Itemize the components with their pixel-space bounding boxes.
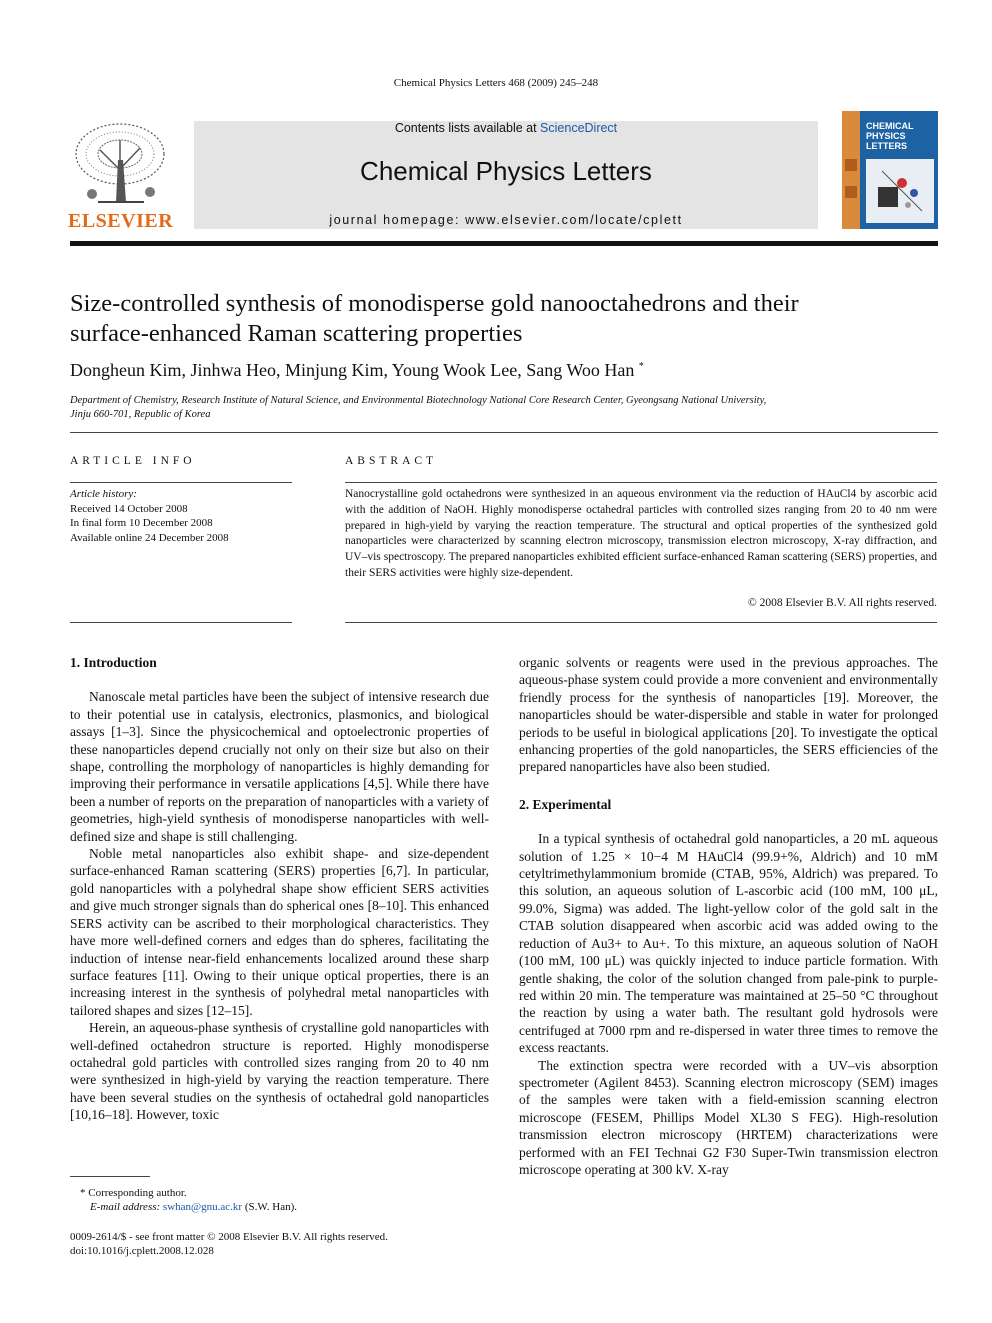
elsevier-wordmark: ELSEVIER	[68, 210, 174, 232]
article-info-heading: ARTICLE INFO	[70, 455, 196, 467]
article-title: Size-controlled synthesis of monodisperse gold nanooctahedrons and their surface-enhanced Raman scattering properties	[70, 290, 799, 347]
doi-line[interactable]: doi:10.1016/j.cplett.2008.12.028	[70, 1245, 214, 1257]
contents-line	[194, 121, 818, 135]
tree-icon	[68, 120, 172, 210]
article-history: Article history: Received 14 October 2008 In final form 10 December 2008 Available online 24 December 2008	[70, 488, 229, 544]
experimental-heading: 2. Experimental	[519, 796, 612, 812]
author-email-link[interactable]: swhan@gnu.ac.kr	[162, 1201, 243, 1213]
header-divider	[70, 241, 938, 246]
abstract-heading: ABSTRACT	[345, 455, 438, 467]
cover-title: CHEMICAL PHYSICS LETTERS	[866, 121, 914, 151]
journal-homepage[interactable]: journal homepage: www.elsevier.com/locate/cplett	[329, 213, 683, 227]
intro-paragraph: Herein, an aqueous-phase synthesis of crystalline gold nanoparticles with well-defined octahedron structure is reported. Highly monodisperse octahedral gold particles with controlled sizes ranging from 20 to 40 nm were synthesized in high-yield by varying the reaction temperature. There have been several studies on the synthesis of octahedral gold nanoparticles [10,16–18]. However, toxic	[70, 1020, 489, 1123]
intro-continuation: organic solvents or reagents were used in the previous approaches. The aqueous-phase system could provide a more convenient and environmentally friendly process for the synthesis of nanoparticles [19]. Moreover, the nanoparticles should be water-dispersible and stable in water for prolonged periods to be useful in biological applications [20]. To investigate the optical enhancing properties of the gold nanoparticles, the SERS efficiencies of the prepared nanoparticles have also been studied.	[519, 655, 938, 775]
abstract-bottom-rule	[345, 622, 937, 623]
experimental-paragraph: The extinction spectra were recorded with a UV–vis absorption spectrometer (Agilent 8453). Scanning electron microscopy (SEM) images of the samples were taken with a field-emission scanning electron microscope (FESEM, Phillips Model XL30 S FEG). High-resolution transmission electron microscopy (HRTEM) characterizations were performed with an FEI Technai G2 F30 Super-Twin transmission electron microscope operating at 300 kV. X-ray	[519, 1057, 938, 1177]
affiliation: Department of Chemistry, Research Institute of Natural Science, and Environmental Biotechnology National Core Research Center, Gyeongsang National University, Jinju 660-701, Republic of Korea	[70, 395, 767, 420]
cover-art-icon	[842, 111, 938, 229]
abstract-copyright: © 2008 Elsevier B.V. All rights reserved.	[748, 597, 937, 609]
abstract-text: Nanocrystalline gold octahedrons were synthesized in an aqueous environment via the reduction of HAuCl4 by ascorbic acid with the addition of NaOH. Highly monodisperse octahedral particles with controlled sizes ranging from 20 to 40 nm were prepared in high-yield by varying the reaction temperature. The structural and optical properties of the synthesized gold nanoparticles were characterized by scanning electron microscopy, transmission electron microscopy, X-ray diffraction, and UV–vis spectroscopy. The prepared nanoparticles exhibited efficient surface-enhanced Raman scattering (SERS) properties, and their SERS activities were highly size-dependent.	[345, 488, 937, 579]
article-info-bottom-rule	[70, 622, 292, 623]
article-info-rule	[70, 482, 292, 483]
intro-paragraph: Noble metal nanoparticles also exhibit shape- and size-dependent surface-enhanced Raman scattering (SERS) properties [6,7]. In particular, gold nanoparticles with a polyhedral shape show efficient SERS activities and give much stronger signals than do spherical ones [8–10]. This enhanced SERS activity can be ascribed to their morphological characteristics. They have more well-defined corners and edges than do spheres, facilitating the induction of intense near-field enhancements localized around these sharp surface features [11]. Owing to their unique optical properties, there is an increasing interest in the synthesis of polyhedral metal nanoparticles with tailored shapes and sizes [12–15].	[70, 846, 489, 1018]
experimental-paragraph: In a typical synthesis of octahedral gold nanoparticles, a 20 mL aqueous solution of 1.25 × 10−4 M HAuCl4 (99.9+%, Aldrich) and 10 mM cetyltrimethylammonium bromide (CTAB, 95%, Aldrich) was prepared. To this solution, an aqueous solution of L-ascorbic acid (100 mM, 100 μL, 99.0%, Sigma) was added. The light-yellow color of the gold salt in the CTAB solution disappeared when ascorbic acid was added owing to the reduction of Au3+ to Au+. To this mixture, an aqueous solution of NaOH (100 mM, 100 μL) was quickly injected to induce particle formation. With gentle shaking, the color of the solution changed from pale-pink to purple-red within 20 min. The temperature was maintained at 25–50 °C throughout the reaction by using a water bath. The resultant gold hydrosols were centrifuged at 7000 rpm and re-dispersed in water three times to remove the excess reactants.	[519, 831, 938, 1056]
issn-line: 0009-2614/$ - see front matter © 2008 Elsevier B.V. All rights reserved.	[70, 1231, 388, 1243]
abstract-rule	[345, 482, 937, 483]
footnote: * Corresponding author. E-mail address: swhan@gnu.ac.kr (S.W. Han).	[80, 1187, 297, 1213]
intro-heading: 1. Introduction	[70, 655, 157, 670]
right-column	[519, 654, 938, 1178]
journal-cover-image	[842, 111, 938, 229]
journal-name: Chemical Physics Letters	[360, 156, 652, 186]
corresponding-mark[interactable]: *	[638, 361, 644, 372]
contents-prefix: Contents lists available at	[394, 121, 541, 135]
author-list: Dongheun Kim, Jinhwa Heo, Minjung Kim, Young Wook Lee, Sang Woo Han *	[70, 360, 644, 380]
left-column	[70, 654, 489, 1124]
journal-citation: Chemical Physics Letters 468 (2009) 245–248	[393, 77, 599, 89]
intro-paragraph: Nanoscale metal particles have been the subject of intensive research due to their potential use in catalysis, electronics, plasmonics, and biological assays [1–3]. Since the physicochemical and optoelectronic properties of these nanoparticles depend crucially not only on their size but also on their shape, controlling the morphology of nanoparticles is highly demanding for improving their performance in versatile applications [4,5]. While there have been a number of reports on the preparation of nanoparticles with a variety of geometries, high-yield synthesis of monodisperse nanoparticles with well-defined size and shape is still challenging.	[70, 689, 489, 844]
sciencedirect-link[interactable]: ScienceDirect	[540, 121, 618, 135]
issn-doi-block	[70, 1230, 388, 1258]
footnote-rule	[70, 1176, 150, 1177]
title-divider	[70, 432, 938, 433]
